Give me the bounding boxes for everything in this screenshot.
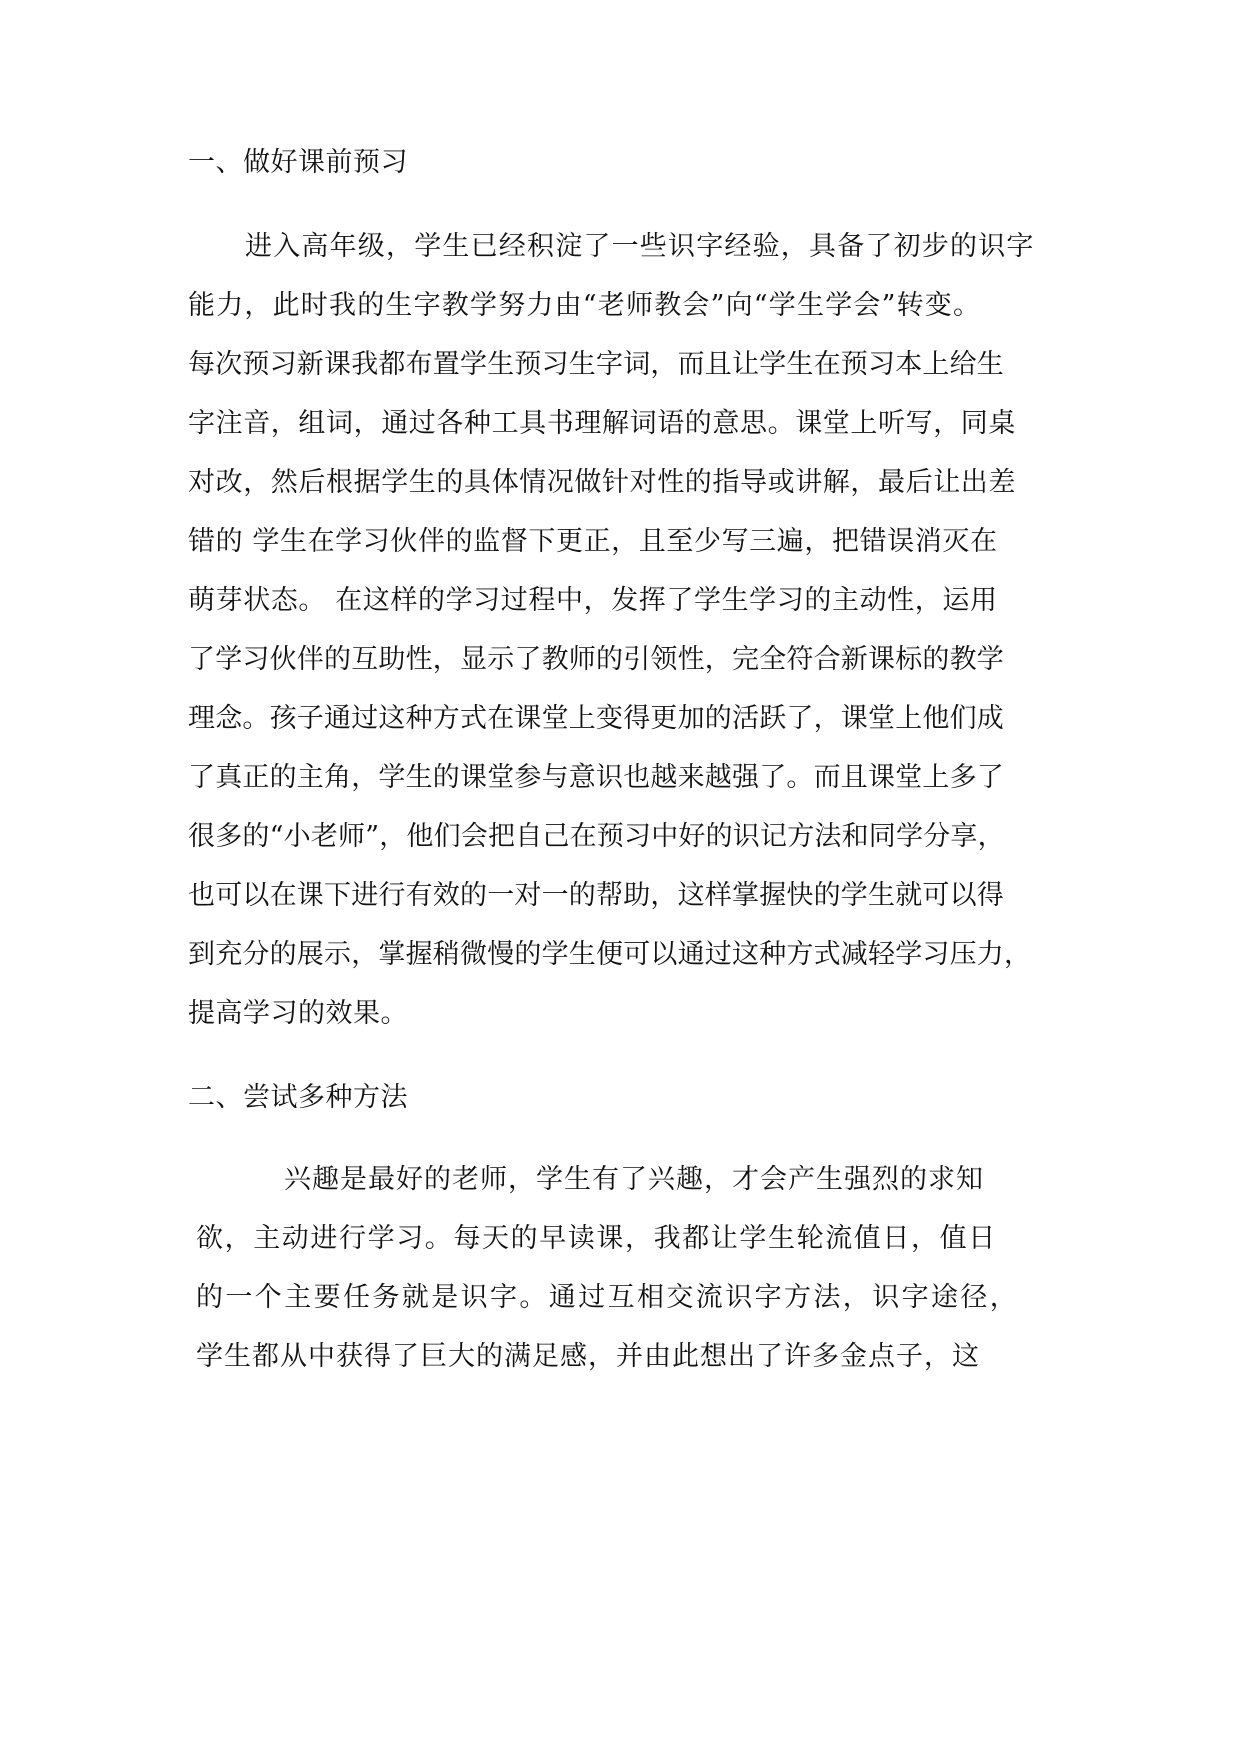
paragraph-line: 每次预习新课我都布置学生预习生字词，而且让学生在预习本上给生 <box>188 349 1004 380</box>
paragraph-line: 兴趣是最好的老师，学生有了兴趣，才会产生强烈的求知 <box>284 1164 984 1195</box>
paragraph-line: 的一个主要任务就是识字。通过互相交流识字方法，识字途径， <box>196 1282 1020 1313</box>
paragraph-line: 到充分的展示，掌握稍微慢的学生便可以通过这种方式减轻学习压力， <box>188 939 1032 970</box>
paragraph-line: 也可以在课下进行有效的一对一的帮助，这样掌握快的学生就可以得 <box>188 880 1004 911</box>
paragraph-line: 对改，然后根据学生的具体情况做针对性的指导或讲解，最后让出差 <box>188 467 1016 498</box>
section-heading-1: 一、做好课前预习 <box>188 147 408 178</box>
paragraph-line: 进入高年级，学生已经积淀了一些识字经验，具备了初步的识字 <box>245 231 1035 262</box>
paragraph-line: 理念。孩子通过这种方式在课堂上变得更加的活跃了，课堂上他们成 <box>188 703 1004 734</box>
paragraph-line: 学生都从中获得了巨大的满足感，并由此想出了许多金点子，这 <box>196 1341 980 1372</box>
section-heading-2: 二、尝试多种方法 <box>188 1082 408 1113</box>
paragraph-line: 了真正的主角，学生的课堂参与意识也越来越强了。而且课堂上多了 <box>188 762 1004 793</box>
paragraph-line: 能力，此时我的生字教学努力由“老师教会”向“学生学会”转变。 <box>188 290 982 321</box>
paragraph-line: 萌芽状态。 在这样的学习过程中，发挥了学生学习的主动性，运用 <box>188 585 998 616</box>
paragraph-line: 提高学习的效果。 <box>188 998 408 1029</box>
paragraph-line: 欲，主动进行学习。每天的早读课，我都让学生轮流值日，值日 <box>196 1223 997 1254</box>
paragraph-line: 字注音，组词，通过各种工具书理解词语的意思。课堂上听写，同桌 <box>188 408 1016 439</box>
paragraph-line: 了学习伙伴的互助性，显示了教师的引领性，完全符合新课标的教学 <box>188 644 1004 675</box>
paragraph-line: 很多的“小老师”，他们会把自己在预习中好的识记方法和同学分享， <box>188 821 1005 852</box>
paragraph-line: 错的 学生在学习伙伴的监督下更正，且至少写三遍，把错误消灭在 <box>188 526 998 557</box>
